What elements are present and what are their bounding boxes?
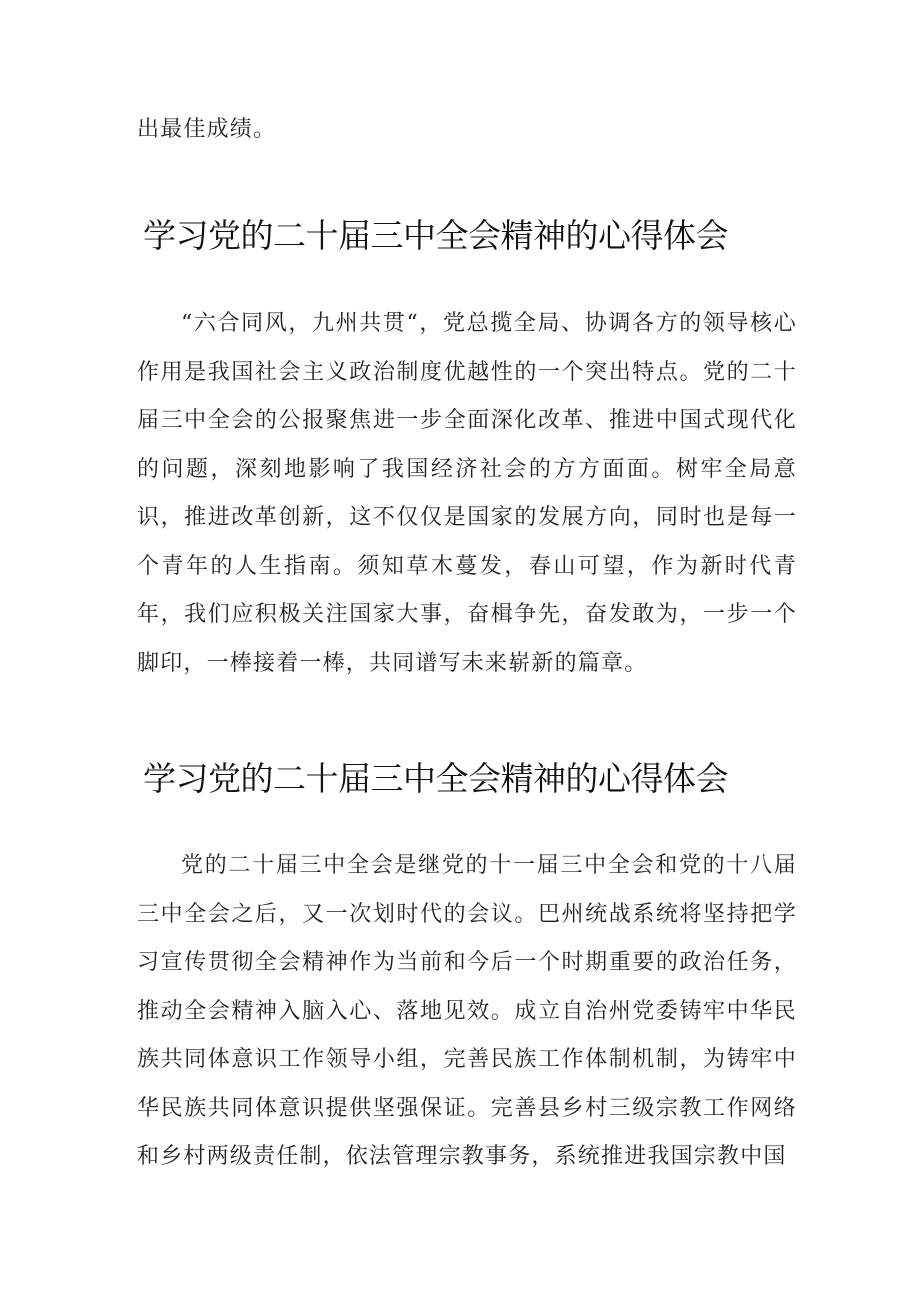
section-heading: 学习党的二十届三中全会精神的心得体会 [143, 216, 728, 255]
continued-text-fragment: 出最佳成绩。 [137, 117, 277, 142]
section-paragraph: 党的二十届三中全会是继党的十一届三中全会和党的十八届三中全会之后，又一次划时代的会议。巴州统战系统将坚持把学习宣传贯彻全会精神作为当前和今后一个时期重要的政治任务，推动全会精神入脑入心、落地见效。成立自治州党委铸牢中华民族共同体意识工作领导小组，完善民族工作体制机制，为铸牢中华民族共同体意识提供坚强保证。完善县乡村三级宗教工作网络和乡村两级责任制，依法管理宗教事务，系统推进我国宗教中国 [137, 853, 797, 1169]
section-paragraph: “六合同风，九州共贯“，党总揽全局、协调各方的领导核心作用是我国社会主义政治制度优越性的一个突出特点。党的二十届三中全会的公报聚焦进一步全面深化改革、推进中国式现代化的问题，深刻地影响了我国经济社会的方方面面。树牢全局意识，推进改革创新，这不仅仅是国家的发展方向，同时也是每一个青年的人生指南。须知草木蔓发，春山可望，作为新时代青年，我们应积极关注国家大事，奋楫争先，奋发敢为，一步一个脚印，一棒接着一棒，共同谱写未来崭新的篇章。 [137, 311, 797, 676]
section-heading: 学习党的二十届三中全会精神的心得体会 [143, 759, 728, 798]
